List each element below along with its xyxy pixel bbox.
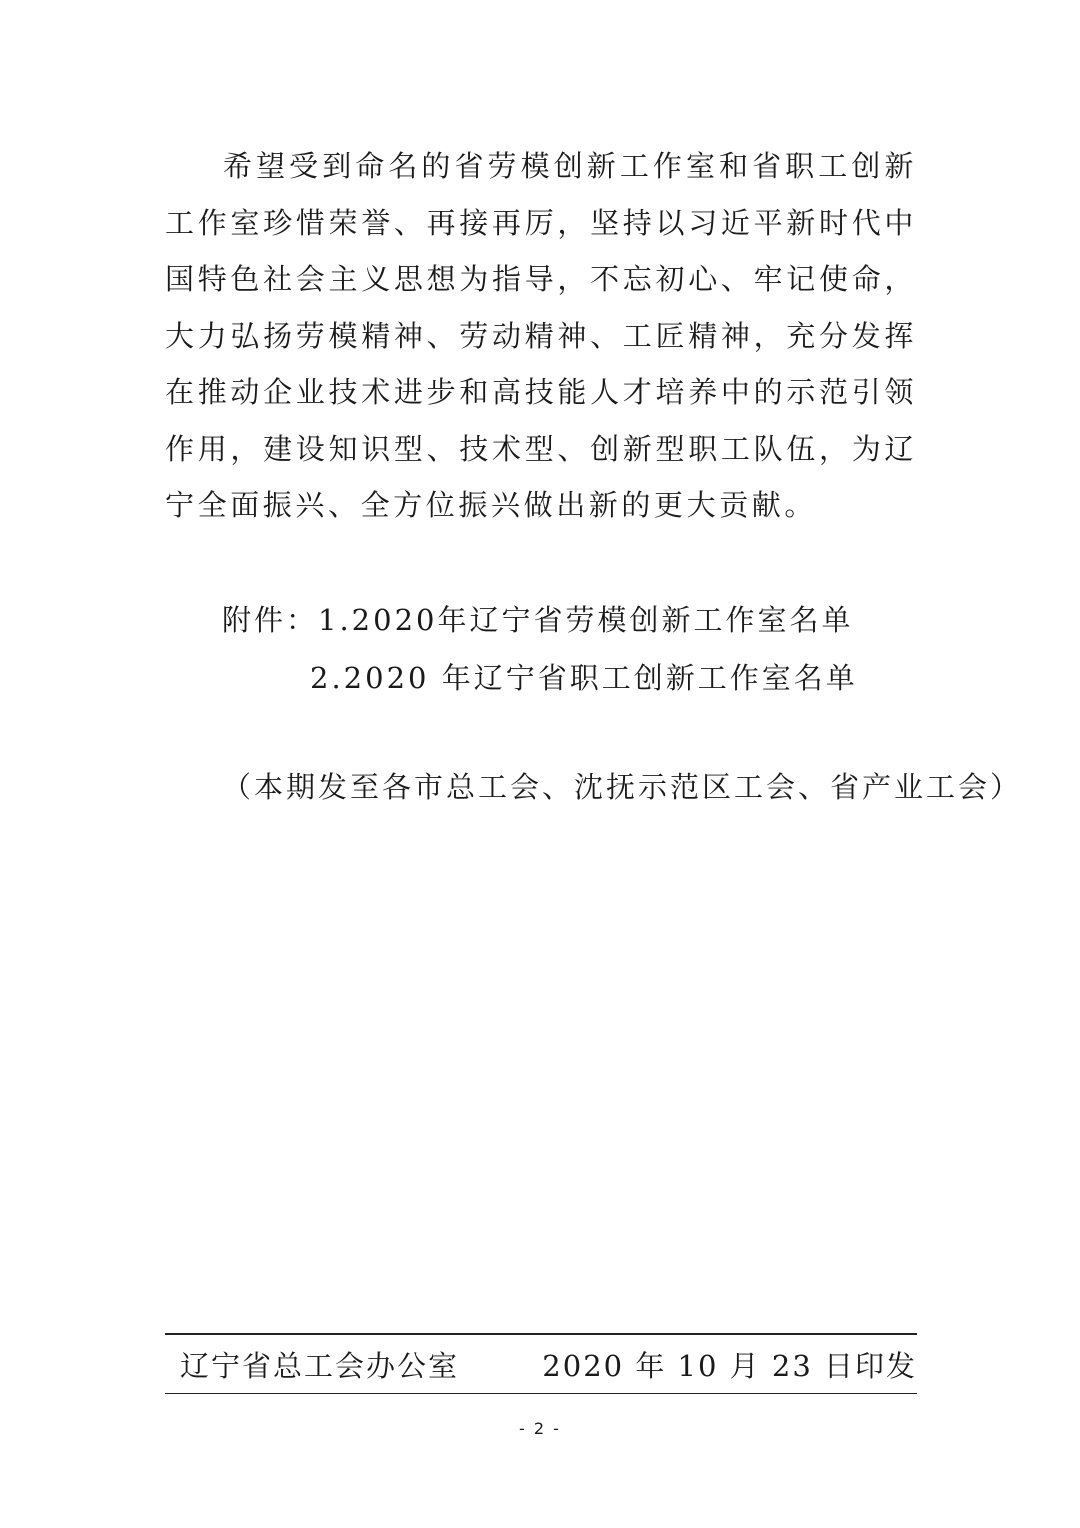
footer-issuer: 辽宁省总工会办公室 xyxy=(180,1349,460,1383)
attachment-item-2: 2.2020 年辽宁省职工创新工作室名单 xyxy=(310,661,858,695)
body-paragraph: 希望受到命名的省劳模创新工作室和省职工创新工作室珍惜荣誉、再接再厉，坚持以习近平新时代中国特色社会主义思想为指导，不忘初心、牢记使命，大力弘扬劳模精神、劳动精神、工匠精神，充分发挥在推动企业技术进步和高技能人才培养中的示范引领作用，建设知识型、技术型、创新型职工队伍，为辽宁全面振兴、全方位振兴做出新的更大贡献。 xyxy=(165,149,917,522)
page-number: - 2 - xyxy=(519,1419,561,1438)
footer-issue-date: 2020 年 10 月 23 日印发 xyxy=(542,1349,917,1383)
attachment-item-1: 附件：1.2020年辽宁省劳模创新工作室名单 xyxy=(222,603,854,637)
footer-top-rule xyxy=(165,1333,917,1335)
footer-bottom-rule xyxy=(165,1393,917,1394)
distribution-note: （本期发至各市总工会、沈抚示范区工会、省产业工会） xyxy=(222,770,1023,804)
